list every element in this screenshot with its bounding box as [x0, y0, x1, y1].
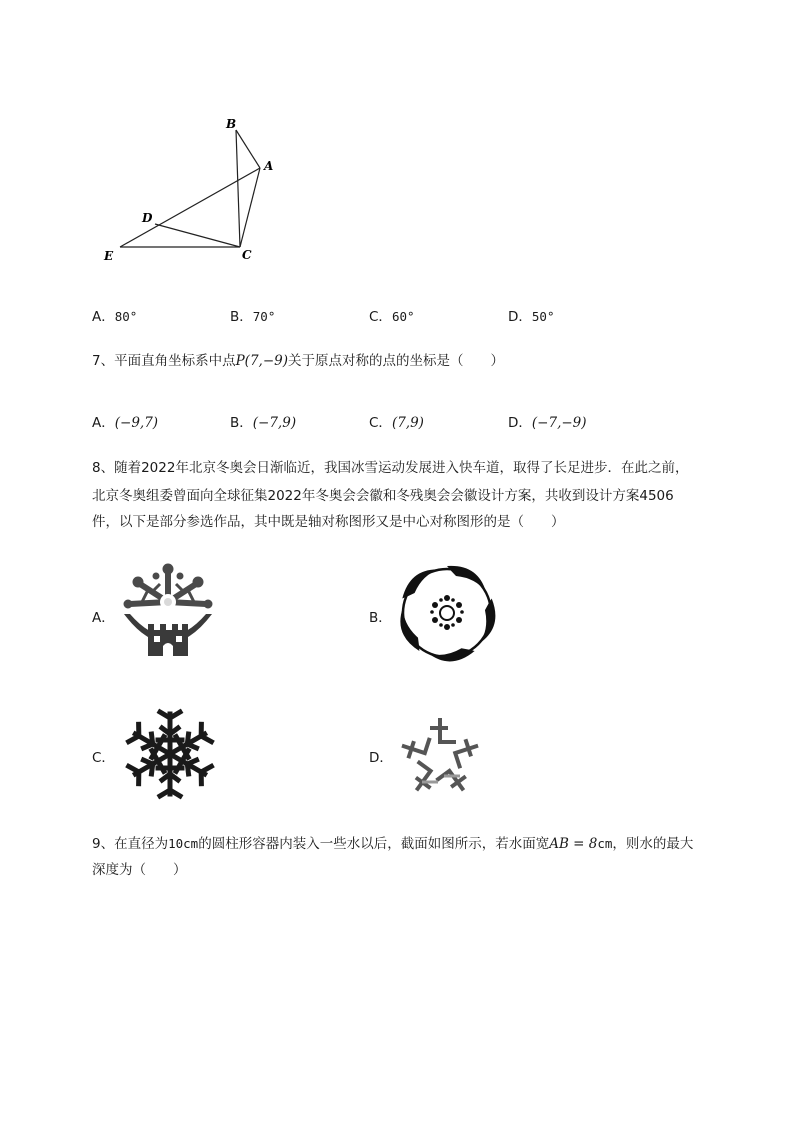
q8-option-b-letter[interactable]: B．: [369, 610, 392, 626]
q9-question-line1: 9、在直径为10cm的圆柱形容器内装入一些水以后，截面如图所示，若水面宽AB = 8cm，则水的最大: [92, 836, 694, 852]
geometric-snowflake-emblem-icon: [122, 706, 218, 802]
label-a: A: [264, 159, 274, 173]
label-d: D: [142, 211, 153, 225]
swirl-flower-emblem-icon: [396, 562, 498, 664]
snowflake-great-wall-emblem-icon: [118, 562, 218, 662]
segment-ac: [240, 168, 260, 247]
q8-question-line2: 北京冬奥组委曾面向全球征集2022年冬奥会会徽和冬残奥会会徽设计方案，共收到设计方案4506: [92, 488, 674, 504]
q6-option-b[interactable]: B．70°: [230, 309, 276, 325]
q8-option-a-letter[interactable]: A．: [92, 610, 115, 626]
q8-option-d-letter[interactable]: D．: [369, 750, 393, 766]
segment-dc: [155, 224, 240, 247]
label-e: E: [104, 249, 114, 263]
q6-option-c[interactable]: C．60°: [369, 309, 415, 325]
label-c: C: [242, 248, 252, 262]
q7-option-c[interactable]: C．(7,9): [369, 415, 424, 431]
q9-question-line2: 深度为（ ）: [92, 862, 187, 878]
q8-option-c-letter[interactable]: C．: [92, 750, 115, 766]
q7-question: 7、平面直角坐标系中点P(7,−9)关于原点对称的点的坐标是（ ）: [92, 353, 504, 369]
q7-option-d[interactable]: D．(−7,−9): [508, 415, 587, 431]
triangle-figure: [100, 110, 290, 270]
q8-question-line1: 8、随着2022年北京冬奥会日渐临近，我国冰雪运动发展进入快车道，取得了长足进步．在此之前，: [92, 460, 689, 476]
pinwheel-blocks-emblem-icon: [394, 712, 486, 800]
q7-option-a[interactable]: A．(−9,7): [92, 415, 159, 431]
q7-option-b[interactable]: B．(−7,9): [230, 415, 297, 431]
label-b: B: [226, 117, 237, 131]
q8-question-line3: 件，以下是部分参选作品，其中既是轴对称图形又是中心对称图形的是（ ）: [92, 514, 565, 530]
segment-ba: [236, 130, 260, 168]
q6-option-d[interactable]: D．50°: [508, 309, 555, 325]
q6-option-a[interactable]: A．80°: [92, 309, 138, 325]
segment-bc: [236, 130, 240, 247]
